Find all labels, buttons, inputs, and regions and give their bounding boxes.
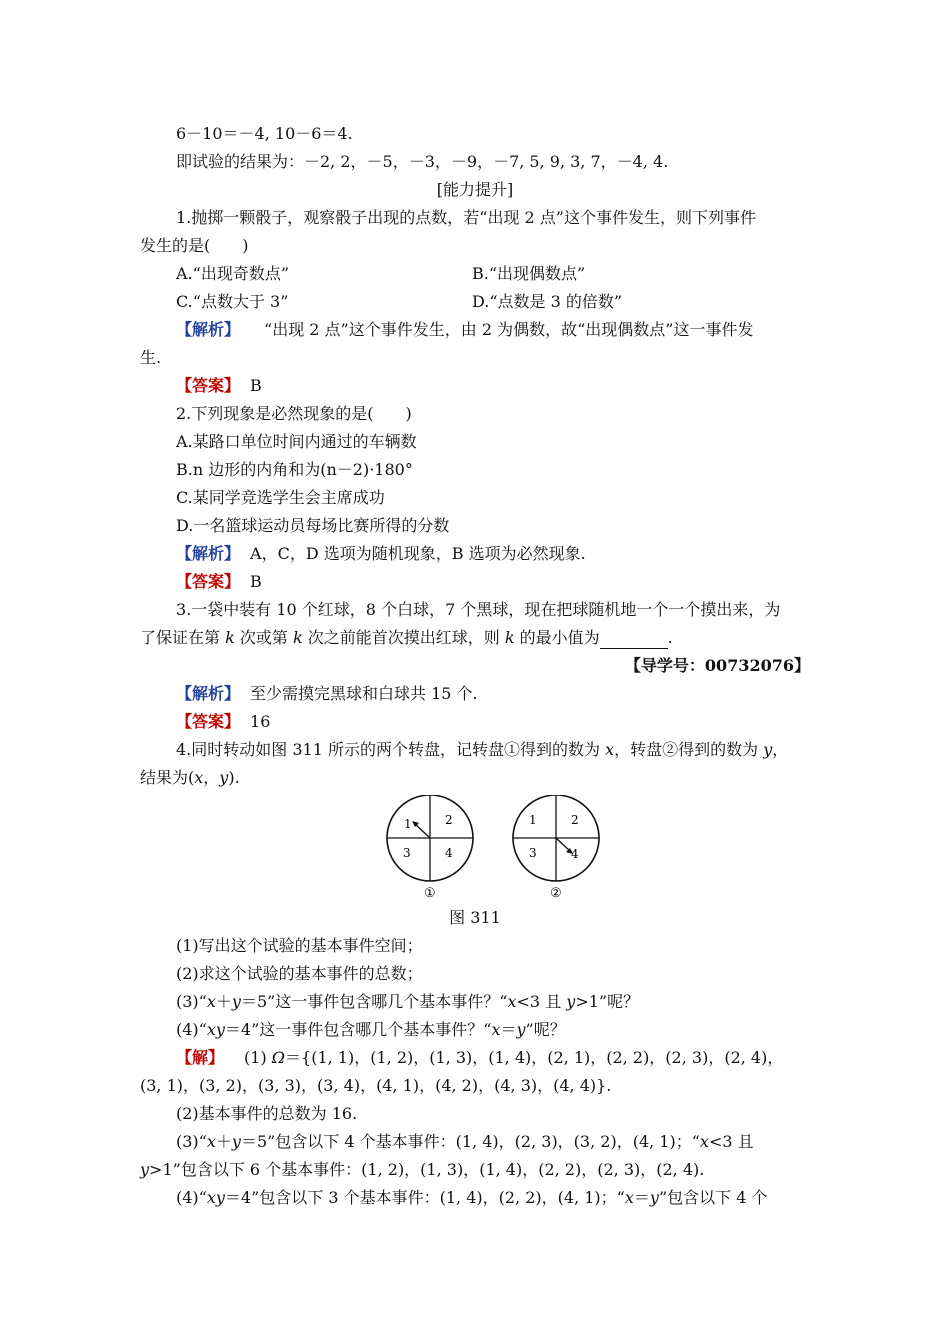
q3-text-part: 了保证在第 xyxy=(140,628,226,647)
q4-solution-3 xyxy=(176,1131,754,1153)
analysis-label: 【解析】 xyxy=(176,684,241,703)
q3-text-part: 次或第 xyxy=(234,628,293,647)
spinner-2-number: 1 xyxy=(529,813,537,827)
q4-text-part: 4.同时转动如图 311 所示的两个转盘，记转盘①得到的数为 xyxy=(176,740,606,759)
var-x: x xyxy=(206,992,216,1011)
text-part: >1”呢？ xyxy=(575,992,640,1011)
text-part: ＝ xyxy=(500,1020,517,1039)
q4-solution-3-cont xyxy=(140,1159,704,1181)
spinner-1-number: 2 xyxy=(445,813,453,827)
q2-answer xyxy=(176,571,262,593)
var-y: y xyxy=(566,992,576,1011)
q2-analysis xyxy=(176,543,586,565)
text-part: ＝5”这一事件包含哪几个基本事件？“ xyxy=(240,992,508,1011)
answer-label: 【答案】 xyxy=(176,572,241,591)
text-part: ＝5”包含以下 4 个基本事件：(1, 4)，(2, 3)，(3, 2)，(4, 1)；“ xyxy=(240,1132,700,1151)
q4-sub-1: (1)写出这个试验的基本事件空间； xyxy=(176,936,423,955)
q1-answer-value: B xyxy=(250,376,262,395)
q4-solution-1 xyxy=(176,1047,783,1069)
q3-analysis-text: 至少需摸完黑球和白球共 15 个. xyxy=(250,684,478,703)
text-part: >1”包含以下 6 个基本事件：(1, 2)，(1, 3)，(1, 4)，(2, 2)，(2, 3)，(2, 4). xyxy=(149,1160,705,1179)
q2-stem: 2.下列现象是必然现象的是( ) xyxy=(176,404,412,423)
q4-solution-2: (2)基本事件的总数为 16. xyxy=(176,1104,358,1123)
var-y: y xyxy=(649,1188,659,1207)
var-x: x xyxy=(507,992,517,1011)
answer-blank xyxy=(600,632,668,649)
q2-option-a: A.某路口单位时间内通过的车辆数 xyxy=(176,432,417,451)
q4-text-part: ， xyxy=(772,740,789,759)
var-y: y xyxy=(140,1160,150,1179)
var-x: x xyxy=(491,1020,501,1039)
analysis-label: 【解析】 xyxy=(176,544,241,563)
text-part: ＝ xyxy=(633,1188,650,1207)
var-x: x xyxy=(624,1188,634,1207)
spinner-2-number: 2 xyxy=(571,813,579,827)
guide-number: 【导学号：00732076】 xyxy=(624,656,810,675)
spinner-2-label: ② xyxy=(550,886,562,901)
text-part: <3 且 xyxy=(708,1132,754,1151)
q4-text-part: ). xyxy=(228,768,240,787)
q4-sub-3 xyxy=(176,991,639,1013)
q1-analysis-text: “出现 2 点”这个事件发生，由 2 为偶数，故“出现偶数点”这一事件发 xyxy=(264,320,754,339)
q2-option-c: C.某同学竞选学生会主席成功 xyxy=(176,488,385,507)
intro-line-1: 6－10＝－4, 10－6＝4. xyxy=(176,124,353,143)
var-xy: xy xyxy=(206,1188,225,1207)
q2-answer-value: B xyxy=(250,572,262,591)
var-y: y xyxy=(231,1132,241,1151)
q1-answer xyxy=(176,375,262,397)
spinner-1-number: 3 xyxy=(403,846,411,860)
q4-text-part: 结果为( xyxy=(140,768,195,787)
answer-label: 【答案】 xyxy=(176,376,241,395)
q4-stem-line-1 xyxy=(176,739,788,761)
q1-option-c: C.“点数大于 3” xyxy=(176,292,289,311)
spinner-figure xyxy=(370,795,620,905)
q4-solution-4 xyxy=(176,1187,768,1209)
q4-var-y: y xyxy=(219,768,229,787)
omega-symbol: Ω xyxy=(271,1048,286,1067)
section-title: [能力提升] xyxy=(436,180,514,199)
text-part: (4)“ xyxy=(176,1188,207,1207)
solution-label: 【解】 xyxy=(176,1048,225,1067)
q4-var-x: x xyxy=(605,740,615,759)
q3-var-k: k xyxy=(504,628,515,647)
q3-analysis xyxy=(176,683,478,705)
q3-answer xyxy=(176,711,270,733)
spinner-2-number: 3 xyxy=(529,846,537,860)
q3-var-k: k xyxy=(292,628,303,647)
spinner-1-label: ① xyxy=(424,886,436,901)
q3-answer-value: 16 xyxy=(250,712,271,731)
q4-var-y: y xyxy=(763,740,773,759)
q3-text-part: . xyxy=(667,628,673,647)
var-x: x xyxy=(206,1132,216,1151)
var-xy: xy xyxy=(206,1020,225,1039)
text-part: (3)“ xyxy=(176,1132,207,1151)
text-part: ＝4”这一事件包含哪几个基本事件？“ xyxy=(224,1020,492,1039)
intro-line-2: 即试验的结果为：－2, 2，－5，－3，－9，－7, 5, 9, 3, 7，－4, 4. xyxy=(176,152,669,171)
q3-text-part: 次之前能首次摸出红球，则 xyxy=(302,628,505,647)
text-part: ＋ xyxy=(215,992,232,1011)
text-part: ＝4”包含以下 3 个基本事件：(1, 4)，(2, 2)，(4, 1)；“ xyxy=(224,1188,625,1207)
spinner-2 xyxy=(513,795,599,901)
text-part: ”呢？ xyxy=(525,1020,566,1039)
text-part: (1) xyxy=(244,1048,272,1067)
spinner-1-number: 4 xyxy=(445,846,453,860)
text-part: ”包含以下 4 个 xyxy=(658,1188,768,1207)
q1-analysis-cont: 生. xyxy=(140,348,162,367)
spinner-1 xyxy=(387,795,473,901)
var-y: y xyxy=(231,992,241,1011)
q4-sub-4 xyxy=(176,1019,566,1041)
q1-analysis xyxy=(176,319,753,341)
analysis-label: 【解析】 xyxy=(176,320,241,339)
q1-stem-line-2: 发生的是( ) xyxy=(140,236,249,255)
q3-text-part: 的最小值为 xyxy=(514,628,600,647)
q2-option-d: D.一名篮球运动员每场比赛所得的分数 xyxy=(176,516,450,535)
figure-caption: 图 311 xyxy=(449,908,501,927)
q2-analysis-text: A，C，D 选项为随机现象，B 选项为必然现象. xyxy=(250,544,586,563)
q3-var-k: k xyxy=(225,628,235,647)
var-x: x xyxy=(699,1132,709,1151)
q3-stem-line-2 xyxy=(140,627,673,649)
q4-var-x: x xyxy=(194,768,204,787)
text-part: <3 且 xyxy=(516,992,567,1011)
text-part: (4)“ xyxy=(176,1020,207,1039)
text-part: (3)“ xyxy=(176,992,207,1011)
q2-option-b: B.n 边形的内角和为(n－2)·180° xyxy=(176,460,413,479)
answer-label: 【答案】 xyxy=(176,712,241,731)
spinner-1-number: 1 xyxy=(404,817,412,831)
q1-option-a: A.“出现奇数点” xyxy=(176,264,290,283)
q4-text-part: ， xyxy=(203,768,220,787)
q4-text-part: ，转盘②得到的数为 xyxy=(614,740,764,759)
q1-stem-line-1: 1.抛掷一颗骰子，观察骰子出现的点数，若“出现 2 点”这个事件发生，则下列事件 xyxy=(176,208,756,227)
text-part: ＋ xyxy=(215,1132,232,1151)
q1-option-d: D.“点数是 3 的倍数” xyxy=(472,292,623,311)
q4-solution-1-cont: (3, 1)，(3, 2)，(3, 3)，(3, 4)，(4, 1)，(4, 2)，(4, 3)，(4, 4)}. xyxy=(140,1076,612,1095)
q3-stem-line-1: 3.一袋中装有 10 个红球，8 个白球，7 个黑球，现在把球随机地一个一个摸出来，为 xyxy=(176,600,781,619)
q4-sub-2: (2)求这个试验的基本事件的总数； xyxy=(176,964,423,983)
q1-option-b: B.“出现偶数点” xyxy=(472,264,586,283)
spinner-2-number: 4 xyxy=(571,847,579,861)
var-y: y xyxy=(516,1020,526,1039)
q4-stem-line-2 xyxy=(140,767,240,789)
text-part: ＝{(1, 1)，(1, 2)，(1, 3)，(1, 4)，(2, 1)，(2, 2)，(2, 3)，(2, 4)， xyxy=(285,1048,784,1067)
